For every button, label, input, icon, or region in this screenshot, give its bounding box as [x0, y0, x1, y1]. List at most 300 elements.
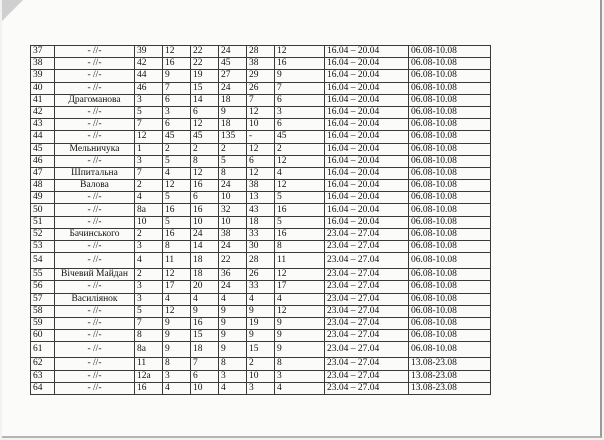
- value-cell: 45: [163, 131, 191, 143]
- value-cell: 6: [163, 119, 191, 131]
- date-range-cell: 06.08-10.08: [409, 342, 491, 358]
- value-cell: 24: [219, 281, 247, 293]
- value-cell: 3: [163, 370, 191, 382]
- date-range-cell: 16.04 – 20.04: [325, 155, 409, 167]
- street-name-cell: - //-: [55, 82, 135, 94]
- row-number-cell: 59: [31, 317, 55, 329]
- date-range-cell: 16.04 – 20.04: [325, 192, 409, 204]
- value-cell: 16: [163, 58, 191, 70]
- value-cell: 4: [163, 382, 191, 394]
- value-cell: 10: [247, 119, 275, 131]
- value-cell: 5: [275, 216, 325, 228]
- date-range-cell: 06.08-10.08: [409, 281, 491, 293]
- date-range-cell: 06.08-10.08: [409, 204, 491, 216]
- value-cell: 18: [191, 269, 219, 281]
- value-cell: 8: [135, 330, 163, 342]
- value-cell: 12: [275, 155, 325, 167]
- value-cell: 8a: [135, 342, 163, 358]
- value-cell: 36: [219, 269, 247, 281]
- value-cell: 24: [219, 82, 247, 94]
- street-name-cell: Валова: [55, 180, 135, 192]
- value-cell: 9: [191, 305, 219, 317]
- value-cell: 29: [247, 70, 275, 82]
- street-name-cell: Вічевий Майдан: [55, 269, 135, 281]
- street-name-cell: - //-: [55, 70, 135, 82]
- date-range-cell: 23.04 – 27.04: [325, 241, 409, 253]
- table-row: [31, 228, 491, 240]
- street-name-cell: - //-: [55, 241, 135, 253]
- value-cell: 15: [247, 342, 275, 358]
- value-cell: 8a: [135, 204, 163, 216]
- value-cell: 38: [247, 58, 275, 70]
- street-name-cell: - //-: [55, 155, 135, 167]
- value-cell: 4: [163, 293, 191, 305]
- value-cell: 4: [275, 382, 325, 394]
- value-cell: 7: [135, 317, 163, 329]
- date-range-cell: 23.04 – 27.04: [325, 330, 409, 342]
- value-cell: 18: [219, 119, 247, 131]
- value-cell: 7: [135, 167, 163, 179]
- street-name-cell: Бачинського: [55, 228, 135, 240]
- value-cell: 5: [219, 155, 247, 167]
- date-range-cell: 13.08-23.08: [409, 382, 491, 394]
- table-row: [31, 106, 491, 118]
- row-number-cell: 39: [31, 70, 55, 82]
- value-cell: 18: [247, 216, 275, 228]
- value-cell: 43: [247, 204, 275, 216]
- value-cell: 42: [135, 58, 163, 70]
- row-number-cell: 47: [31, 167, 55, 179]
- value-cell: 16: [163, 228, 191, 240]
- value-cell: 16: [191, 180, 219, 192]
- value-cell: 22: [191, 58, 219, 70]
- date-range-cell: 23.04 – 27.04: [325, 370, 409, 382]
- value-cell: 45: [275, 131, 325, 143]
- table-row: [31, 58, 491, 70]
- value-cell: 3: [135, 155, 163, 167]
- table-row: [31, 241, 491, 253]
- row-number-cell: 45: [31, 143, 55, 155]
- value-cell: 12: [275, 305, 325, 317]
- value-cell: 46: [135, 82, 163, 94]
- value-cell: 7: [135, 119, 163, 131]
- value-cell: 12: [135, 131, 163, 143]
- table-row: [31, 253, 491, 269]
- value-cell: 11: [275, 253, 325, 269]
- date-range-cell: 06.08-10.08: [409, 119, 491, 131]
- value-cell: 6: [275, 119, 325, 131]
- value-cell: 3: [219, 370, 247, 382]
- value-cell: 135: [219, 131, 247, 143]
- row-number-cell: 56: [31, 281, 55, 293]
- date-range-cell: 16.04 – 20.04: [325, 106, 409, 118]
- page-corner-fold: [2, 0, 28, 26]
- value-cell: 5: [275, 192, 325, 204]
- value-cell: 4: [219, 382, 247, 394]
- street-name-cell: Василіянок: [55, 293, 135, 305]
- street-name-cell: - //-: [55, 46, 135, 58]
- value-cell: 26: [247, 269, 275, 281]
- date-range-cell: 16.04 – 20.04: [325, 119, 409, 131]
- date-range-cell: 06.08-10.08: [409, 70, 491, 82]
- value-cell: 4: [135, 253, 163, 269]
- value-cell: -: [247, 131, 275, 143]
- date-range-cell: 23.04 – 27.04: [325, 382, 409, 394]
- street-name-cell: - //-: [55, 317, 135, 329]
- value-cell: 4: [247, 293, 275, 305]
- value-cell: 7: [275, 82, 325, 94]
- row-number-cell: 61: [31, 342, 55, 358]
- table-row: [31, 358, 491, 370]
- date-range-cell: 16.04 – 20.04: [325, 131, 409, 143]
- value-cell: 2: [275, 143, 325, 155]
- value-cell: 8: [275, 358, 325, 370]
- date-range-cell: 16.04 – 20.04: [325, 180, 409, 192]
- value-cell: 4: [275, 167, 325, 179]
- value-cell: 8: [163, 358, 191, 370]
- table-row: [31, 269, 491, 281]
- value-cell: 2: [135, 269, 163, 281]
- value-cell: 16: [191, 204, 219, 216]
- row-number-cell: 41: [31, 94, 55, 106]
- value-cell: 15: [191, 330, 219, 342]
- value-cell: 9: [275, 342, 325, 358]
- value-cell: 9: [163, 70, 191, 82]
- row-number-cell: 38: [31, 58, 55, 70]
- value-cell: 2: [247, 358, 275, 370]
- value-cell: 4: [219, 293, 247, 305]
- date-range-cell: 16.04 – 20.04: [325, 70, 409, 82]
- date-range-cell: 23.04 – 27.04: [325, 317, 409, 329]
- value-cell: 44: [135, 70, 163, 82]
- value-cell: 2: [135, 228, 163, 240]
- date-range-cell: 16.04 – 20.04: [325, 58, 409, 70]
- street-name-cell: - //-: [55, 192, 135, 204]
- table-row: [31, 155, 491, 167]
- value-cell: 12: [191, 167, 219, 179]
- value-cell: 9: [275, 70, 325, 82]
- date-range-cell: 06.08-10.08: [409, 305, 491, 317]
- value-cell: 18: [191, 342, 219, 358]
- date-range-cell: 06.08-10.08: [409, 180, 491, 192]
- value-cell: 3: [247, 382, 275, 394]
- value-cell: 39: [135, 46, 163, 58]
- date-range-cell: 06.08-10.08: [409, 143, 491, 155]
- row-number-cell: 52: [31, 228, 55, 240]
- date-range-cell: 06.08-10.08: [409, 46, 491, 58]
- row-number-cell: 55: [31, 269, 55, 281]
- value-cell: 12: [247, 143, 275, 155]
- value-cell: 12: [275, 180, 325, 192]
- street-name-cell: - //-: [55, 204, 135, 216]
- table-row: [31, 293, 491, 305]
- value-cell: 24: [219, 241, 247, 253]
- row-number-cell: 37: [31, 46, 55, 58]
- date-range-cell: 23.04 – 27.04: [325, 269, 409, 281]
- value-cell: 15: [191, 82, 219, 94]
- value-cell: 10: [191, 216, 219, 228]
- date-range-cell: 16.04 – 20.04: [325, 216, 409, 228]
- value-cell: 16: [191, 317, 219, 329]
- value-cell: 14: [191, 241, 219, 253]
- value-cell: 2: [191, 143, 219, 155]
- value-cell: 27: [219, 70, 247, 82]
- value-cell: 5: [163, 192, 191, 204]
- table-row: [31, 382, 491, 394]
- table-row: [31, 94, 491, 106]
- value-cell: 8: [163, 241, 191, 253]
- value-cell: 7: [191, 358, 219, 370]
- value-cell: 6: [163, 94, 191, 106]
- row-number-cell: 57: [31, 293, 55, 305]
- street-name-cell: - //-: [55, 370, 135, 382]
- value-cell: 10: [191, 382, 219, 394]
- table-row: [31, 70, 491, 82]
- value-cell: 33: [247, 228, 275, 240]
- date-range-cell: 16.04 – 20.04: [325, 143, 409, 155]
- value-cell: 3: [275, 106, 325, 118]
- date-range-cell: 16.04 – 20.04: [325, 94, 409, 106]
- date-range-cell: 23.04 – 27.04: [325, 228, 409, 240]
- table-row: [31, 330, 491, 342]
- row-number-cell: 49: [31, 192, 55, 204]
- value-cell: 22: [191, 46, 219, 58]
- value-cell: 17: [275, 281, 325, 293]
- value-cell: 8: [191, 155, 219, 167]
- value-cell: 10: [135, 216, 163, 228]
- date-range-cell: 06.08-10.08: [409, 155, 491, 167]
- date-range-cell: 23.04 – 27.04: [325, 293, 409, 305]
- street-name-cell: - //-: [55, 358, 135, 370]
- street-name-cell: - //-: [55, 216, 135, 228]
- date-range-cell: 23.04 – 27.04: [325, 342, 409, 358]
- street-name-cell: - //-: [55, 330, 135, 342]
- value-cell: 19: [191, 70, 219, 82]
- value-cell: 16: [135, 382, 163, 394]
- table-row: [31, 46, 491, 58]
- date-range-cell: 06.08-10.08: [409, 131, 491, 143]
- value-cell: 17: [163, 281, 191, 293]
- value-cell: 24: [219, 180, 247, 192]
- value-cell: 9: [275, 317, 325, 329]
- row-number-cell: 60: [31, 330, 55, 342]
- value-cell: 4: [275, 293, 325, 305]
- table-row: [31, 342, 491, 358]
- value-cell: 5: [135, 305, 163, 317]
- row-number-cell: 63: [31, 370, 55, 382]
- date-range-cell: 23.04 – 27.04: [325, 253, 409, 269]
- value-cell: 9: [219, 342, 247, 358]
- value-cell: 11: [163, 253, 191, 269]
- street-name-cell: - //-: [55, 253, 135, 269]
- value-cell: 18: [219, 94, 247, 106]
- value-cell: 32: [219, 204, 247, 216]
- date-range-cell: 23.04 – 27.04: [325, 358, 409, 370]
- value-cell: 12: [275, 46, 325, 58]
- value-cell: 6: [247, 155, 275, 167]
- value-cell: 16: [163, 204, 191, 216]
- date-range-cell: 06.08-10.08: [409, 241, 491, 253]
- table-row: [31, 82, 491, 94]
- street-name-cell: Мельничука: [55, 143, 135, 155]
- table-row: [31, 204, 491, 216]
- date-range-cell: 13.08-23.08: [409, 370, 491, 382]
- value-cell: 5: [135, 106, 163, 118]
- date-range-cell: 06.08-10.08: [409, 106, 491, 118]
- table-row: [31, 317, 491, 329]
- value-cell: 9: [275, 330, 325, 342]
- value-cell: 9: [247, 305, 275, 317]
- value-cell: 12: [163, 269, 191, 281]
- value-cell: 4: [191, 293, 219, 305]
- street-name-cell: - //-: [55, 305, 135, 317]
- street-name-cell: Драгоманова: [55, 94, 135, 106]
- value-cell: 3: [163, 106, 191, 118]
- table-row: [31, 305, 491, 317]
- row-number-cell: 40: [31, 82, 55, 94]
- value-cell: 12: [163, 180, 191, 192]
- value-cell: 12: [191, 119, 219, 131]
- value-cell: 9: [163, 342, 191, 358]
- street-name-cell: - //-: [55, 58, 135, 70]
- value-cell: 7: [163, 82, 191, 94]
- row-number-cell: 62: [31, 358, 55, 370]
- date-range-cell: 23.04 – 27.04: [325, 305, 409, 317]
- value-cell: 3: [135, 94, 163, 106]
- value-cell: 8: [219, 358, 247, 370]
- date-range-cell: 06.08-10.08: [409, 269, 491, 281]
- value-cell: 28: [247, 46, 275, 58]
- table-row: [31, 143, 491, 155]
- street-name-cell: - //-: [55, 281, 135, 293]
- table-row: [31, 281, 491, 293]
- row-number-cell: 53: [31, 241, 55, 253]
- value-cell: 12: [247, 167, 275, 179]
- value-cell: 9: [163, 317, 191, 329]
- value-cell: 18: [191, 253, 219, 269]
- value-cell: 9: [247, 330, 275, 342]
- value-cell: 45: [191, 131, 219, 143]
- value-cell: 12: [247, 106, 275, 118]
- row-number-cell: 58: [31, 305, 55, 317]
- table-row: [31, 370, 491, 382]
- value-cell: 38: [219, 228, 247, 240]
- value-cell: 10: [219, 216, 247, 228]
- date-range-cell: 16.04 – 20.04: [325, 167, 409, 179]
- value-cell: 10: [219, 192, 247, 204]
- value-cell: 20: [191, 281, 219, 293]
- table-row: [31, 216, 491, 228]
- value-cell: 8: [219, 167, 247, 179]
- value-cell: 13: [247, 192, 275, 204]
- value-cell: 9: [219, 330, 247, 342]
- value-cell: 6: [275, 94, 325, 106]
- value-cell: 3: [135, 241, 163, 253]
- value-cell: 12: [163, 46, 191, 58]
- value-cell: 19: [247, 317, 275, 329]
- value-cell: 38: [247, 180, 275, 192]
- value-cell: 6: [191, 370, 219, 382]
- street-name-cell: - //-: [55, 106, 135, 118]
- value-cell: 24: [191, 228, 219, 240]
- value-cell: 10: [247, 370, 275, 382]
- value-cell: 3: [135, 293, 163, 305]
- value-cell: 28: [247, 253, 275, 269]
- street-name-cell: Шпитальна: [55, 167, 135, 179]
- date-range-cell: 06.08-10.08: [409, 253, 491, 269]
- date-range-cell: 16.04 – 20.04: [325, 46, 409, 58]
- row-number-cell: 42: [31, 106, 55, 118]
- row-number-cell: 46: [31, 155, 55, 167]
- date-range-cell: 06.08-10.08: [409, 192, 491, 204]
- date-range-cell: 06.08-10.08: [409, 82, 491, 94]
- value-cell: 11: [135, 358, 163, 370]
- row-number-cell: 48: [31, 180, 55, 192]
- value-cell: 9: [163, 330, 191, 342]
- value-cell: 3: [275, 370, 325, 382]
- value-cell: 7: [247, 94, 275, 106]
- value-cell: 4: [135, 192, 163, 204]
- value-cell: 14: [191, 94, 219, 106]
- date-range-cell: 06.08-10.08: [409, 58, 491, 70]
- value-cell: 16: [275, 204, 325, 216]
- value-cell: 22: [219, 253, 247, 269]
- value-cell: 1: [135, 143, 163, 155]
- value-cell: 5: [163, 155, 191, 167]
- date-range-cell: 16.04 – 20.04: [325, 204, 409, 216]
- table-body: [31, 46, 491, 395]
- schedule-table: [30, 45, 491, 395]
- value-cell: 16: [275, 228, 325, 240]
- row-number-cell: 43: [31, 119, 55, 131]
- value-cell: 8: [275, 241, 325, 253]
- date-range-cell: 06.08-10.08: [409, 167, 491, 179]
- date-range-cell: 23.04 – 27.04: [325, 281, 409, 293]
- value-cell: 12: [275, 269, 325, 281]
- row-number-cell: 64: [31, 382, 55, 394]
- value-cell: 3: [135, 281, 163, 293]
- row-number-cell: 51: [31, 216, 55, 228]
- table-row: [31, 131, 491, 143]
- date-range-cell: 06.08-10.08: [409, 317, 491, 329]
- street-name-cell: - //-: [55, 119, 135, 131]
- value-cell: 2: [219, 143, 247, 155]
- value-cell: 2: [163, 143, 191, 155]
- date-range-cell: 06.08-10.08: [409, 330, 491, 342]
- table-row: [31, 167, 491, 179]
- date-range-cell: 06.08-10.08: [409, 228, 491, 240]
- value-cell: 12a: [135, 370, 163, 382]
- value-cell: 9: [219, 106, 247, 118]
- street-name-cell: - //-: [55, 131, 135, 143]
- date-range-cell: 06.08-10.08: [409, 94, 491, 106]
- value-cell: 6: [191, 192, 219, 204]
- value-cell: 2: [135, 180, 163, 192]
- table-row: [31, 119, 491, 131]
- row-number-cell: 54: [31, 253, 55, 269]
- value-cell: 45: [219, 58, 247, 70]
- value-cell: 9: [219, 305, 247, 317]
- value-cell: 9: [219, 317, 247, 329]
- street-name-cell: - //-: [55, 382, 135, 394]
- date-range-cell: 06.08-10.08: [409, 293, 491, 305]
- row-number-cell: 44: [31, 131, 55, 143]
- row-number-cell: 50: [31, 204, 55, 216]
- value-cell: 4: [163, 167, 191, 179]
- date-range-cell: 13.08-23.08: [409, 358, 491, 370]
- table-row: [31, 192, 491, 204]
- value-cell: 26: [247, 82, 275, 94]
